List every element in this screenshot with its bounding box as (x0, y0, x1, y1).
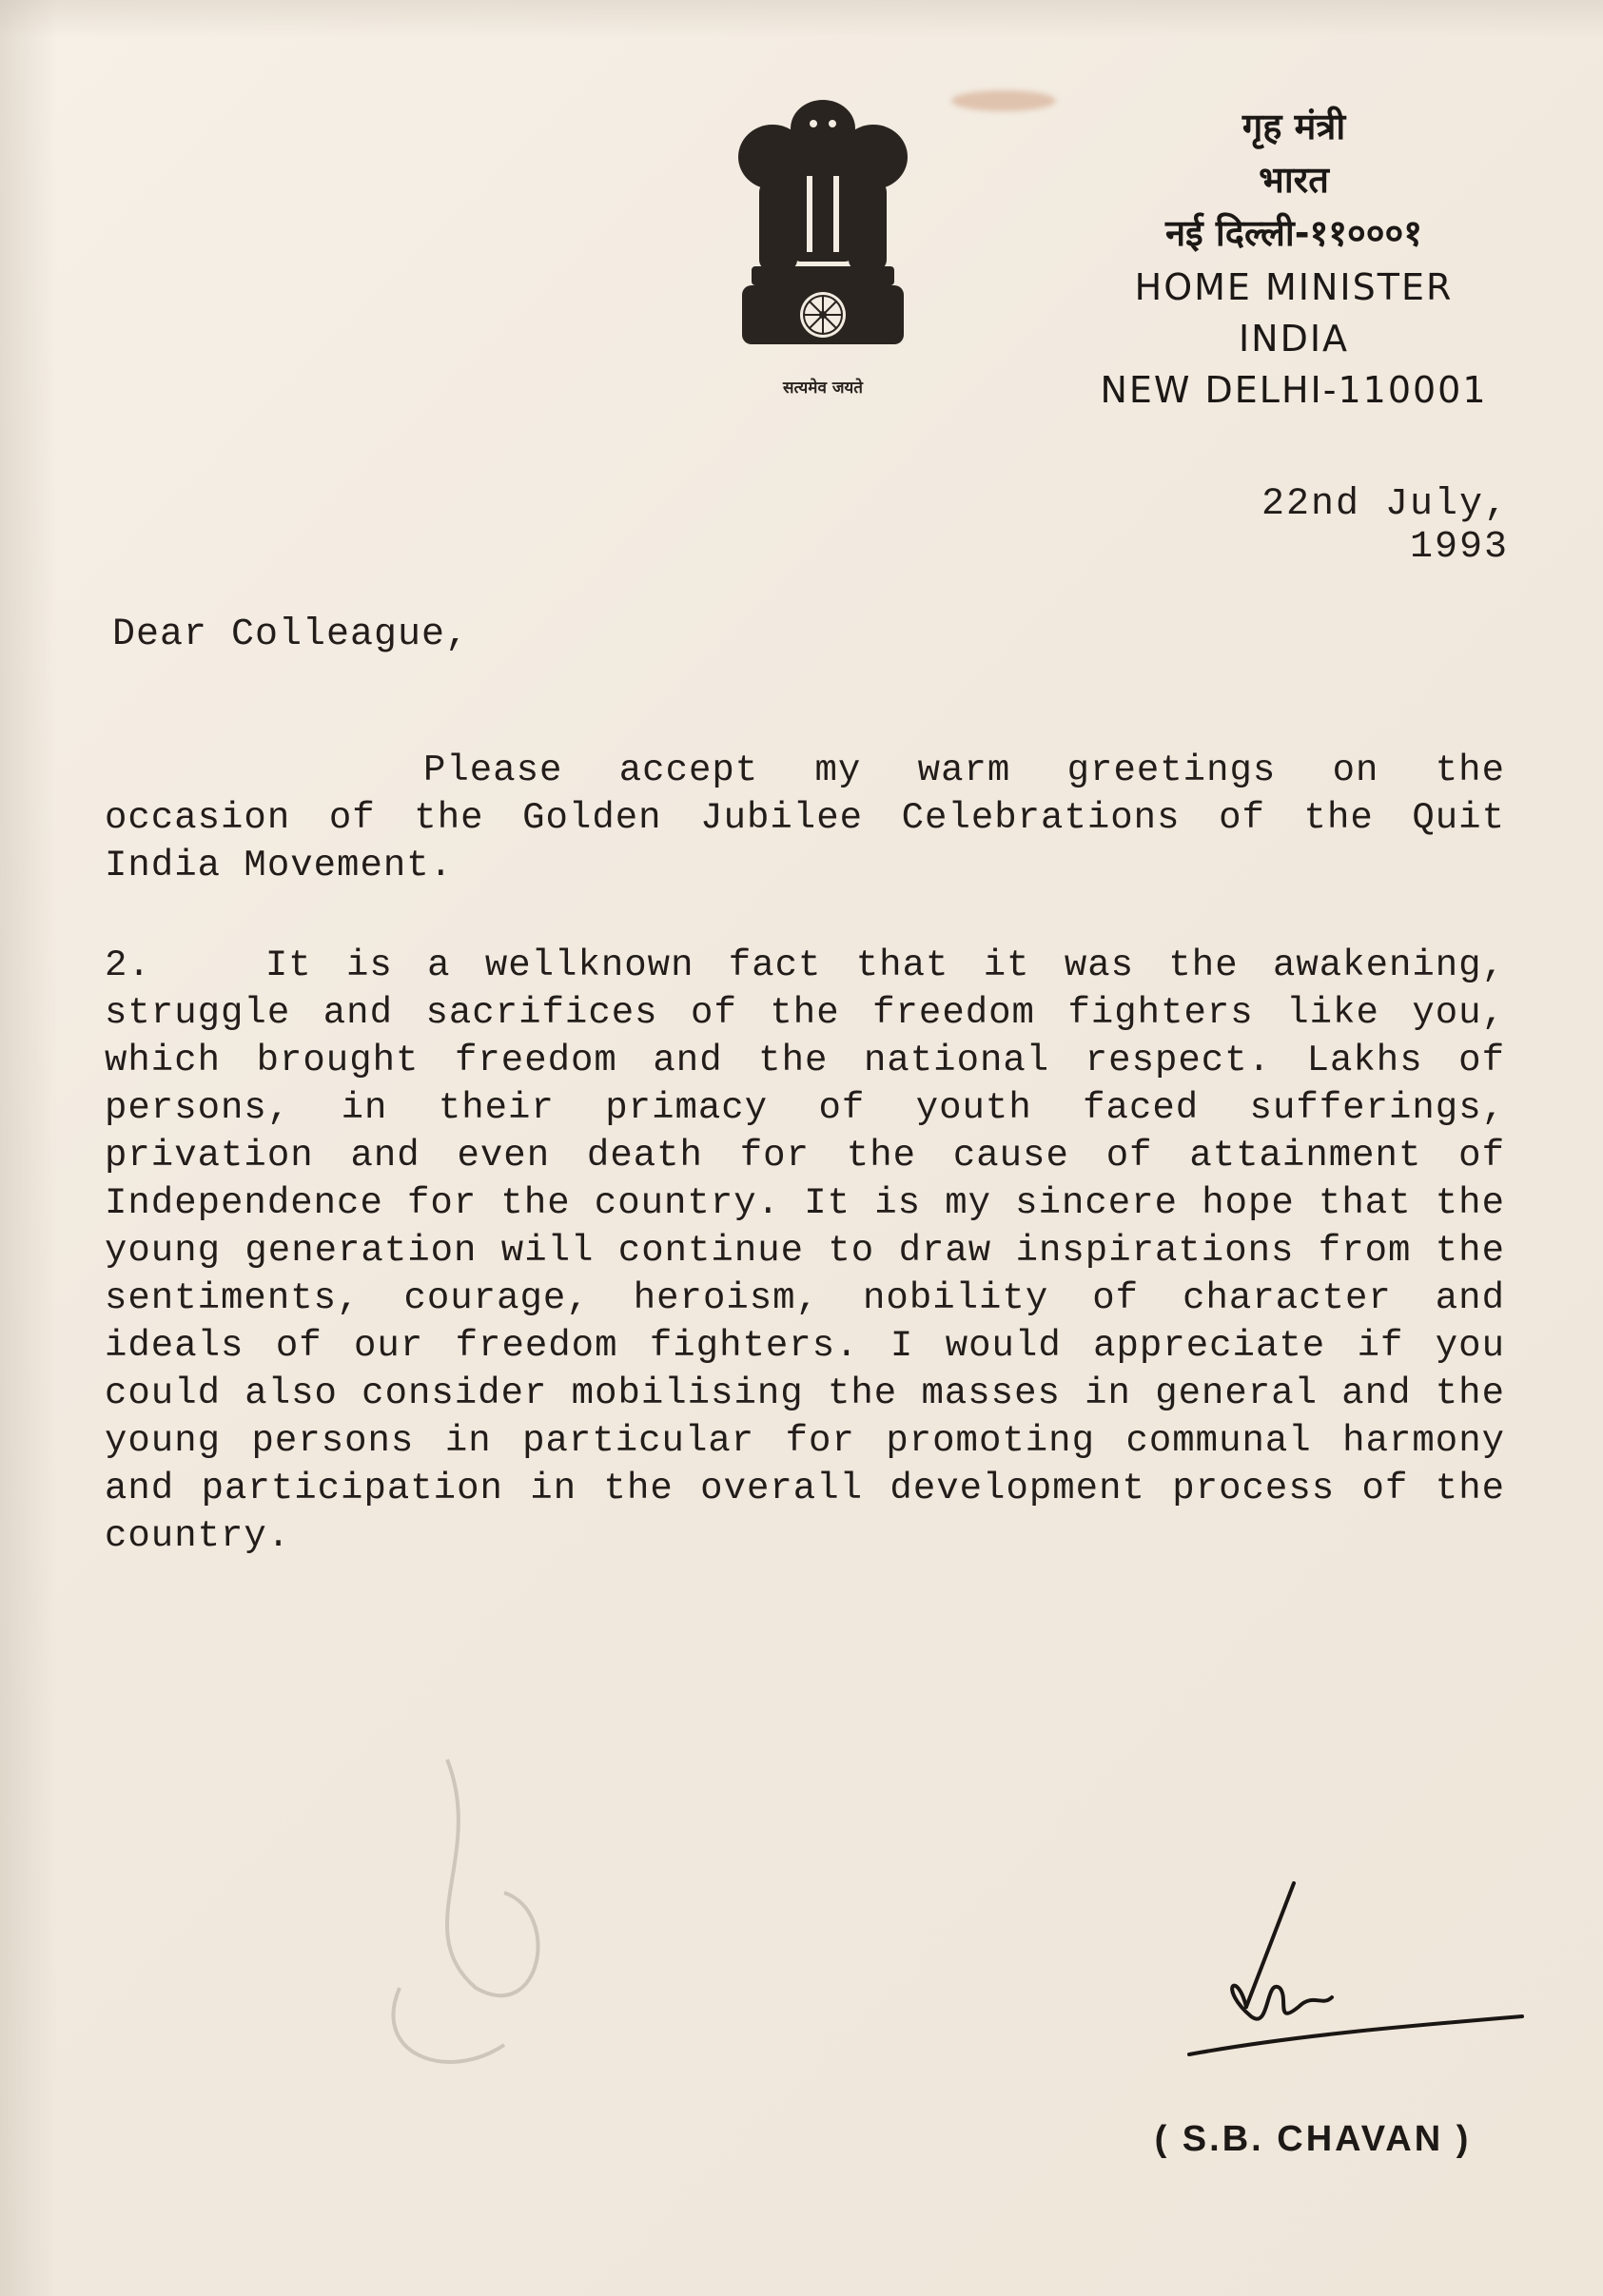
paragraph-1: Please accept my warm greetings on the occasion of the Golden Jubilee Celebrations of the Quit India Movement. (105, 749, 1505, 886)
emblem-motto: सत्यमेव जयते (783, 379, 863, 398)
lion-capital-icon (723, 90, 923, 376)
signatory-name: ( S.B. CHAVAN ) (1154, 2119, 1472, 2159)
national-emblem (723, 90, 923, 414)
paragraph-2-text: It is a wellknown fact that it was the awakening, struggle and sacrifices of the freedom fighters like you, which brought freedom and the national respect. Lakhs of persons, in their primacy of youth faced sufferings, privation and even death for the cause of attainment of Independence for the country. It is my sincere hope that the young generation will continue to draw inspirations from the sentiments, courage, heroism, nobility of character and ideals of our freedom fighters. I would appreciate if you could also consider mobilising the masses in general and the young persons in particular for promoting communal harmony and participation in the overall development process of the country. (105, 944, 1505, 1557)
letterhead-address (1075, 100, 1513, 416)
handwritten-signature (1180, 1864, 1532, 2073)
letterhead-city: NEW DELHI-110001 (1100, 369, 1488, 411)
letterhead-hindi-country: भारत (1259, 159, 1329, 201)
letterhead-title: HOME MINISTER (1134, 266, 1454, 308)
paper-fold-shadow (0, 0, 1603, 38)
paragraph-2 (105, 942, 1505, 1560)
letter-date: 22nd July, 1993 (1261, 483, 1509, 569)
letterhead-hindi-title: गृह मंत्री (1241, 106, 1346, 147)
bleed-through-mark (257, 1741, 618, 2121)
salutation: Dear Colleague, (112, 613, 470, 656)
paper-stain (951, 90, 1056, 111)
letterhead-hindi-city: नई दिल्ली-११०००१ (1164, 212, 1423, 254)
letterhead-country: INDIA (1238, 318, 1350, 360)
paragraph-number: 2. (105, 944, 151, 986)
paper-edge-shadow (0, 0, 57, 2296)
